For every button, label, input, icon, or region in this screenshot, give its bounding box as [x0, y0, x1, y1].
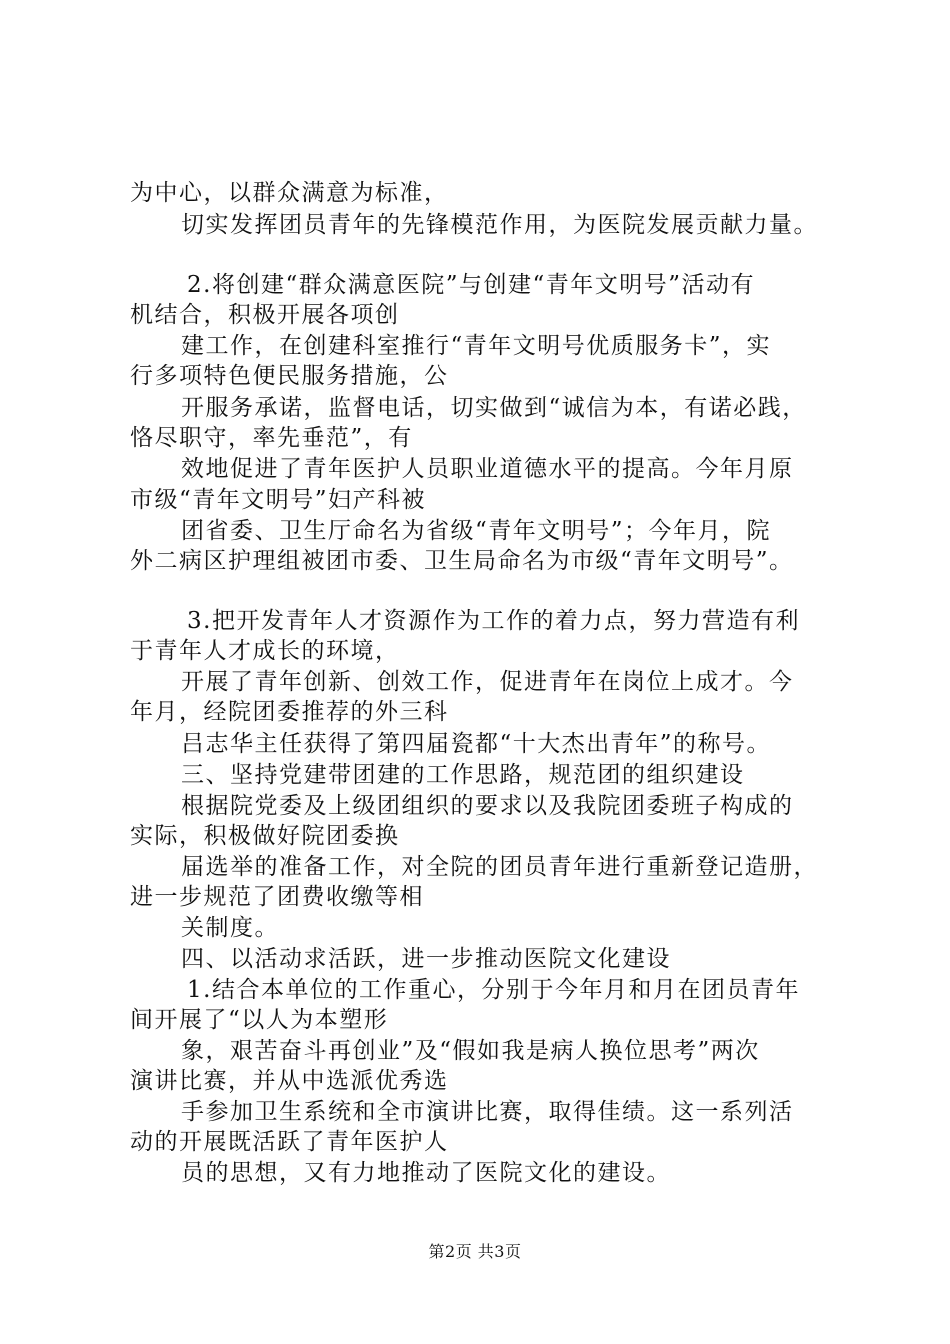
text-line: 手参加卫生系统和全市演讲比赛，取得佳绩。这一系列活	[181, 1099, 794, 1125]
text-line: 建工作，在创建科室推行“青年文明号优质服务卡”，实	[181, 333, 772, 359]
text-line: 象，艰苦奋斗再创业”及“假如我是病人换位思考”两次	[181, 1038, 760, 1064]
text-line: 动的开展既活跃了青年医护人	[130, 1129, 449, 1155]
text-line: 恪尽职守，率先垂范”，有	[130, 425, 413, 451]
text-line: 于青年人才成长的环境，	[130, 638, 400, 664]
text-line: 实际，积极做好院团委换	[130, 823, 400, 849]
text-line: 切实发挥团员青年的先锋模范作用，为医院发展贡献力量。	[181, 212, 818, 238]
text-line: 3.把开发青年人才资源作为工作的着力点，努力营造有利	[187, 608, 800, 634]
text-line: 届选举的准备工作，对全院的团员青年进行重新登记造册，	[181, 854, 818, 880]
text-line: 年月，经院团委推荐的外三科	[130, 699, 449, 725]
text-line: 吕志华主任获得了第四届瓷都“十大杰出青年”的称号。	[181, 731, 772, 757]
text-line: 为中心，以群众满意为标准，	[130, 180, 449, 206]
text-line: 效地促进了青年医护人员职业道德水平的提高。今年月原	[181, 456, 794, 482]
text-line: 开展了青年创新、创效工作，促进青年在岗位上成才。今	[181, 669, 794, 695]
text-line: 团省委、卫生厅命名为省级“青年文明号”；今年月，院	[181, 518, 772, 544]
section-heading: 三、坚持党建带团建的工作思路，规范团的组织建设	[181, 762, 745, 788]
text-line: 行多项特色便民服务措施，公	[130, 363, 449, 389]
text-line: 员的思想，又有力地推动了医院文化的建设。	[181, 1160, 671, 1186]
section-heading: 四、以活动求活跃，进一步推动医院文化建设	[181, 946, 671, 972]
text-line: 演讲比赛，并从中选派优秀选	[130, 1068, 449, 1094]
text-line: 关制度。	[181, 915, 279, 941]
text-line: 机结合，积极开展各项创	[130, 302, 400, 328]
text-line: 外二病区护理组被团市委、卫生局命名为市级“青年文明号”。	[130, 548, 794, 574]
text-line: 间开展了“以人为本塑形	[130, 1007, 389, 1033]
text-line: 进一步规范了团费收缴等相	[130, 884, 424, 910]
text-line: 2.将创建“群众满意医院”与创建“青年文明号”活动有	[187, 272, 755, 298]
page-number: 第2页 共3页	[428, 1242, 522, 1261]
text-line: 根据院党委及上级团组织的要求以及我院团委班子构成的	[181, 793, 794, 819]
text-line: 1.结合本单位的工作重心，分别于今年月和月在团员青年	[187, 977, 800, 1003]
text-line: 开服务承诺，监督电话，切实做到“诚信为本，有诺必践，	[181, 395, 807, 421]
text-line: 市级“青年文明号”妇产科被	[130, 487, 427, 513]
